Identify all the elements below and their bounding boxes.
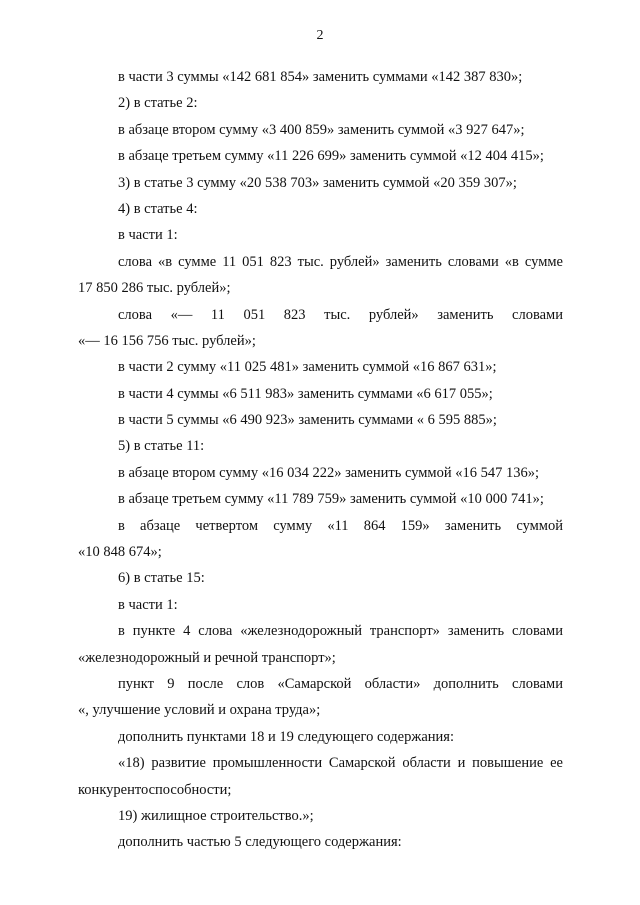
text-line: в абзаце третьем сумму «11 789 759» заменить суммой «10 000 741»; <box>118 491 544 508</box>
text-line: в части 5 суммы «6 490 923» заменить суммами « 6 595 885»; <box>118 412 497 429</box>
text-line: 2) в статье 2: <box>118 95 198 112</box>
text-line: 5) в статье 11: <box>118 438 205 455</box>
text-line: слова «— 11 051 823 тыс. рублей» заменить словами <box>118 306 563 323</box>
document-body <box>78 64 563 856</box>
text-line: в части 1: <box>118 596 178 613</box>
text-line: «— 16 156 756 тыс. рублей»; <box>78 332 256 349</box>
text-line: «железнодорожный и речной транспорт»; <box>78 649 336 666</box>
text-line: 3) в статье 3 сумму «20 538 703» заменить суммой «20 359 307»; <box>118 174 517 191</box>
text-line: в абзаце втором сумму «3 400 859» заменить суммой «3 927 647»; <box>118 121 525 138</box>
text-line: дополнить частью 5 следующего содержания: <box>118 834 402 851</box>
text-line: 19) жилищное строительство.»; <box>118 807 314 824</box>
text-line: в части 3 суммы «142 681 854» заменить суммами «142 387 830»; <box>118 69 523 85</box>
text-line: в части 1: <box>118 227 178 244</box>
text-line: слова «в сумме 11 051 823 тыс. рублей» заменить словами «в сумме <box>118 253 563 270</box>
text-line: 4) в статье 4: <box>118 200 198 217</box>
text-line: дополнить пунктами 18 и 19 следующего содержания: <box>118 728 454 745</box>
text-line: в части 2 сумму «11 025 481» заменить суммой «16 867 631»; <box>118 359 497 376</box>
text-line: пункт 9 после слов «Самарской области» дополнить словами <box>118 675 563 692</box>
text-line: в пункте 4 слова «железнодорожный транспорт» заменить словами <box>118 623 563 640</box>
text-line: в абзаце третьем сумму «11 226 699» заменить суммой «12 404 415»; <box>118 148 544 165</box>
page-number: 2 <box>316 28 324 43</box>
text-line: 6) в статье 15: <box>118 570 205 587</box>
text-line: в абзаце четвертом сумму «11 864 159» заменить суммой <box>118 517 563 534</box>
text-line: 17 850 286 тыс. рублей»; <box>78 280 231 297</box>
text-line: «18) развитие промышленности Самарской области и повышение ее <box>118 755 563 772</box>
text-line: конкурентоспособности; <box>78 781 232 798</box>
text-line: в абзаце втором сумму «16 034 222» заменить суммой «16 547 136»; <box>118 464 540 481</box>
text-line: в части 4 суммы «6 511 983» заменить суммами «6 617 055»; <box>118 385 493 402</box>
text-line: «, улучшение условий и охрана труда»; <box>78 702 321 719</box>
text-line: «10 848 674»; <box>78 544 162 561</box>
